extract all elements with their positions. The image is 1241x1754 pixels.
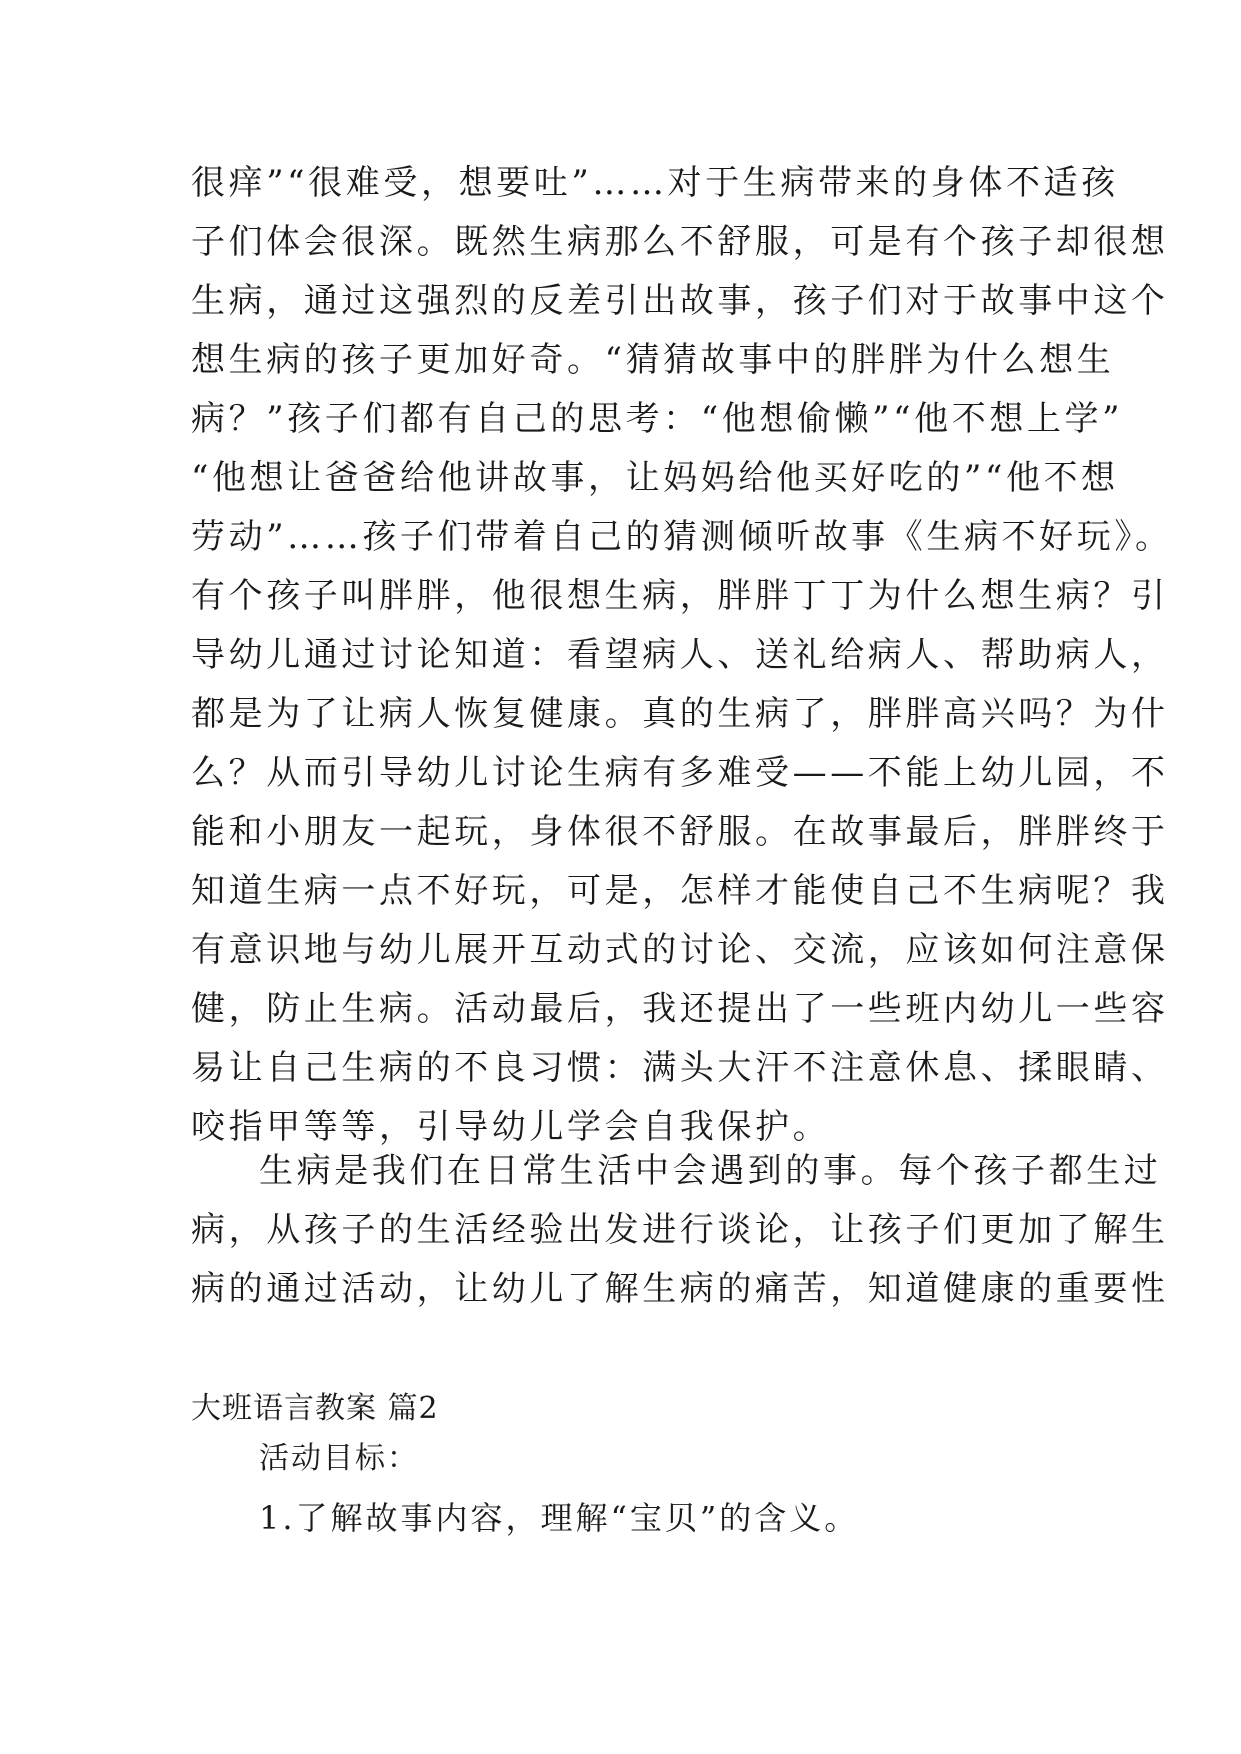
text-line: 能和小朋友一起玩，身体很不舒服。在故事最后，胖胖终于 bbox=[191, 812, 1169, 852]
text-line: 健，防止生病。活动最后，我还提出了一些班内幼儿一些容 bbox=[191, 989, 1169, 1029]
text-line: 么？从而引导幼儿讨论生病有多难受——不能上幼儿园，不 bbox=[191, 753, 1169, 793]
text-line: 生病，通过这强烈的反差引出故事，孩子们对于故事中这个 bbox=[191, 281, 1169, 321]
paragraph-summary bbox=[191, 1142, 1169, 1319]
text-line: 生病是我们在日常生活中会遇到的事。每个孩子都生过 bbox=[259, 1151, 1162, 1191]
text-line: 知道生病一点不好玩，可是，怎样才能使自己不生病呢？我 bbox=[191, 871, 1169, 911]
text-line: 子们体会很深。既然生病那么不舒服，可是有个孩子却很想 bbox=[191, 222, 1169, 262]
text-line: 想生病的孩子更加好奇。“猜猜故事中的胖胖为什么想生 bbox=[191, 340, 1115, 380]
text-line: 病？”孩子们都有自己的思考：“他想偷懒”“他不想上学” bbox=[191, 399, 1124, 439]
goal-item: 1.了解故事内容，理解“宝贝”的含义。 bbox=[259, 1499, 860, 1537]
section-heading: 大班语言教案 篇2 bbox=[191, 1391, 439, 1426]
text-line: 病，从孩子的生活经验出发进行谈论，让孩子们更加了解生 bbox=[191, 1210, 1169, 1250]
text-line: 很痒”“很难受，想要吐”……对于生病带来的身体不适孩 bbox=[191, 163, 1119, 203]
paragraph-reflection bbox=[191, 154, 1173, 1157]
text-line: “他想让爸爸给他讲故事，让妈妈给他买好吃的”“他不想 bbox=[191, 458, 1119, 498]
text-line: 导幼儿通过讨论知道：看望病人、送礼给病人、帮助病人， bbox=[191, 635, 1169, 675]
text-line: 劳动”……孩子们带着自己的猜测倾听故事《生病不好玩》。 bbox=[191, 517, 1173, 557]
text-line: 都是为了让病人恢复健康。真的生病了，胖胖高兴吗？为什 bbox=[191, 694, 1169, 734]
text-line: 易让自己生病的不良习惯：满头大汗不注意休息、揉眼睛、 bbox=[191, 1048, 1169, 1088]
text-line: 有意识地与幼儿展开互动式的讨论、交流，应该如何注意保 bbox=[191, 930, 1169, 970]
text-line: 有个孩子叫胖胖，他很想生病，胖胖丁丁为什么想生病？引 bbox=[191, 576, 1169, 616]
text-line: 咬指甲等等，引导幼儿学会自我保护。 bbox=[191, 1107, 831, 1147]
text-line: 病的通过活动，让幼儿了解生病的痛苦，知道健康的重要性 bbox=[191, 1269, 1169, 1309]
goals-label: 活动目标： bbox=[259, 1441, 419, 1476]
